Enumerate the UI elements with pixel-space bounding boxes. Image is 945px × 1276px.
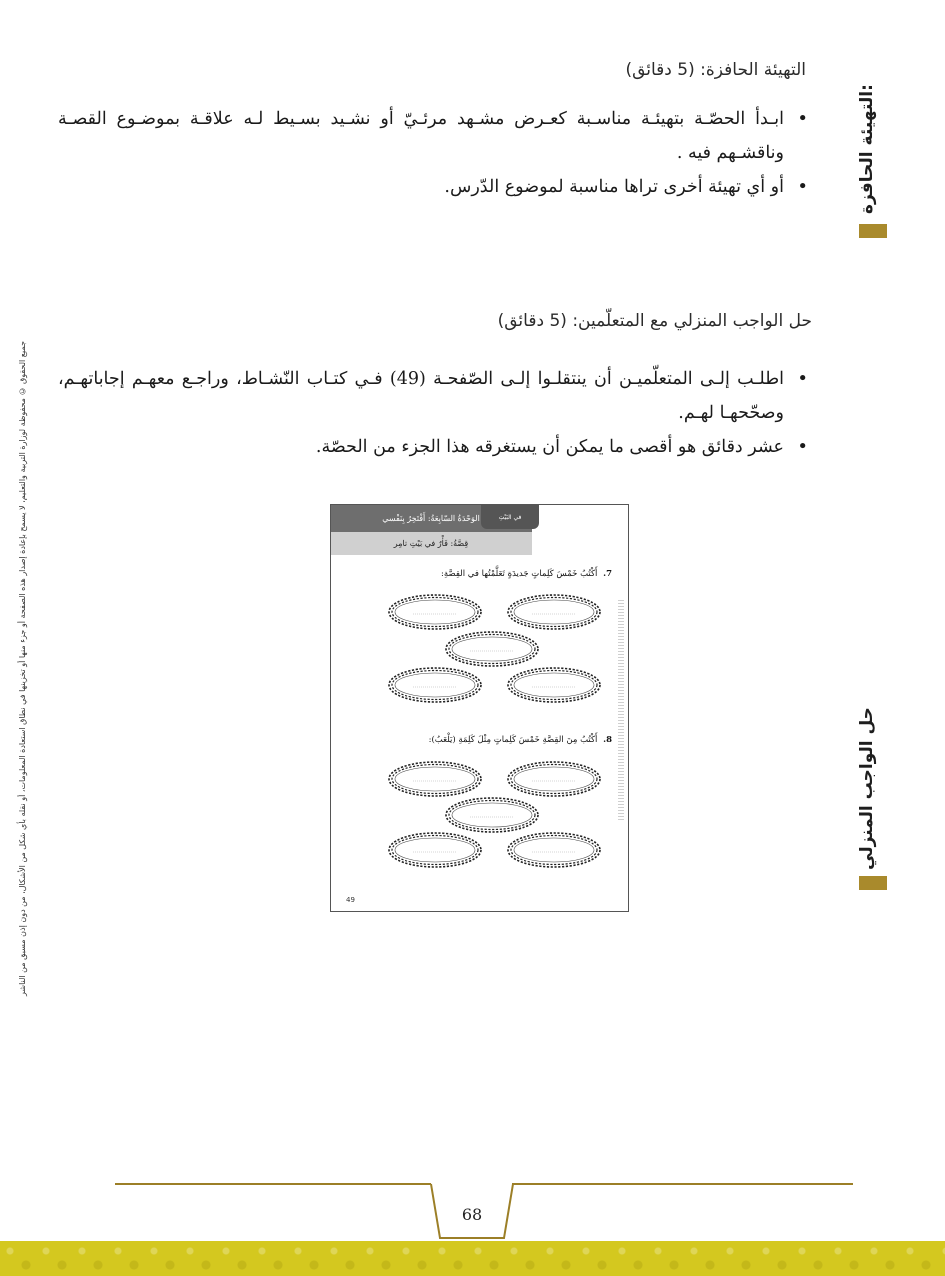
answer-ovals [331,505,629,912]
page-number: 68 [461,1205,483,1224]
oval-q8-1[interactable] [389,762,481,796]
oval-q7-3[interactable] [446,632,538,666]
side-tab-homework-marker [859,876,887,890]
warmup-bullet-1: • ابـدأ الحصّـة بتهيئـة مناسـبة كعـرض مشـهد مرئـيّ أو نشـيد بسـيط لـه علاقـة بموضـوع القصـة وناقشـهم فيه . [58,102,810,170]
oval-q8-2[interactable] [508,762,600,796]
question-7-text: أَكْتُبُ خَمْسَ كَلِماتٍ جَديدَةٍ تَعَلَّمْتُها في القِصَّةِ: [441,569,598,579]
side-tab-warmup-marker [859,224,887,238]
copyright-notice: جميع الحقوق © محفوظة لوزارة التربية والتعليم، لا يسمح بإعادة إصدار هذه الصفحة أو جزء منها أو تخزينها في نطاق استعادة المعلومات، أو نقله بأي شكل من الأشكال، من دون إذن مسبق من الناشر [18,340,27,996]
homework-list [58,362,810,464]
homework-heading: حل الواجب المنزلي مع المتعلّمين: (5 دقائق) [497,311,812,331]
footer-rule-left [115,1183,431,1185]
warmup-list [58,102,810,204]
homework-bullet-2: • عشر دقائق هو أقصى ما يمكن أن يستغرقه هذا الجزء من الحصّة. [58,430,810,464]
worksheet-side-note [618,600,624,820]
worksheet-story-title: قِصَّةُ: فَأْرٌ في بَيْتِ تامِر [330,532,532,555]
worksheet-unit-title: الوَحْدَةُ السّابِعَةُ: أَفْتَخِرُ بِنَفْسي [330,505,532,532]
oval-q7-2[interactable] [389,595,481,629]
oval-q7-1[interactable] [508,595,600,629]
warmup-heading: التهيئة الحافزة: (5 دقائق) [625,60,806,80]
worksheet-question-8 [429,735,612,745]
footer-decorative-band [0,1241,945,1276]
warmup-bullet-2: • أو أي تهيئة أخرى تراها مناسبة لموضوع الدّرس. [58,170,810,204]
footer-rule-right [512,1183,853,1185]
worksheet-home-tag: في البَيْتِ [481,505,539,529]
oval-q8-5[interactable] [508,833,600,867]
oval-q8-4[interactable] [389,833,481,867]
question-8-number: 8. [603,735,612,745]
question-8-text: أَكْتُبُ مِنَ القِصَّةِ خَمْسَ كَلِماتٍ مِثْلَ كَلِمَةِ (يَلْعَبُ): [428,735,598,745]
question-7-number: 7. [603,569,612,579]
homework-bullet-1: • اطلـب إلـى المتعلّميـن أن ينتقلـوا إلـى الصّفحـة (49) فـي كتـاب النّشـاط، وراجـع معهـم إجاباتهـم، وصحّحهـا لهـم. [58,362,810,430]
worksheet-page-number: 49 [346,896,355,904]
side-tab-warmup: التهيئة الحافزة: [857,84,877,214]
oval-q7-4[interactable] [389,668,481,702]
side-tab-homework: حل الواجب المنزلي [857,707,877,870]
oval-q7-5[interactable] [508,668,600,702]
worksheet-thumbnail [330,504,629,912]
oval-q8-3[interactable] [446,798,538,832]
